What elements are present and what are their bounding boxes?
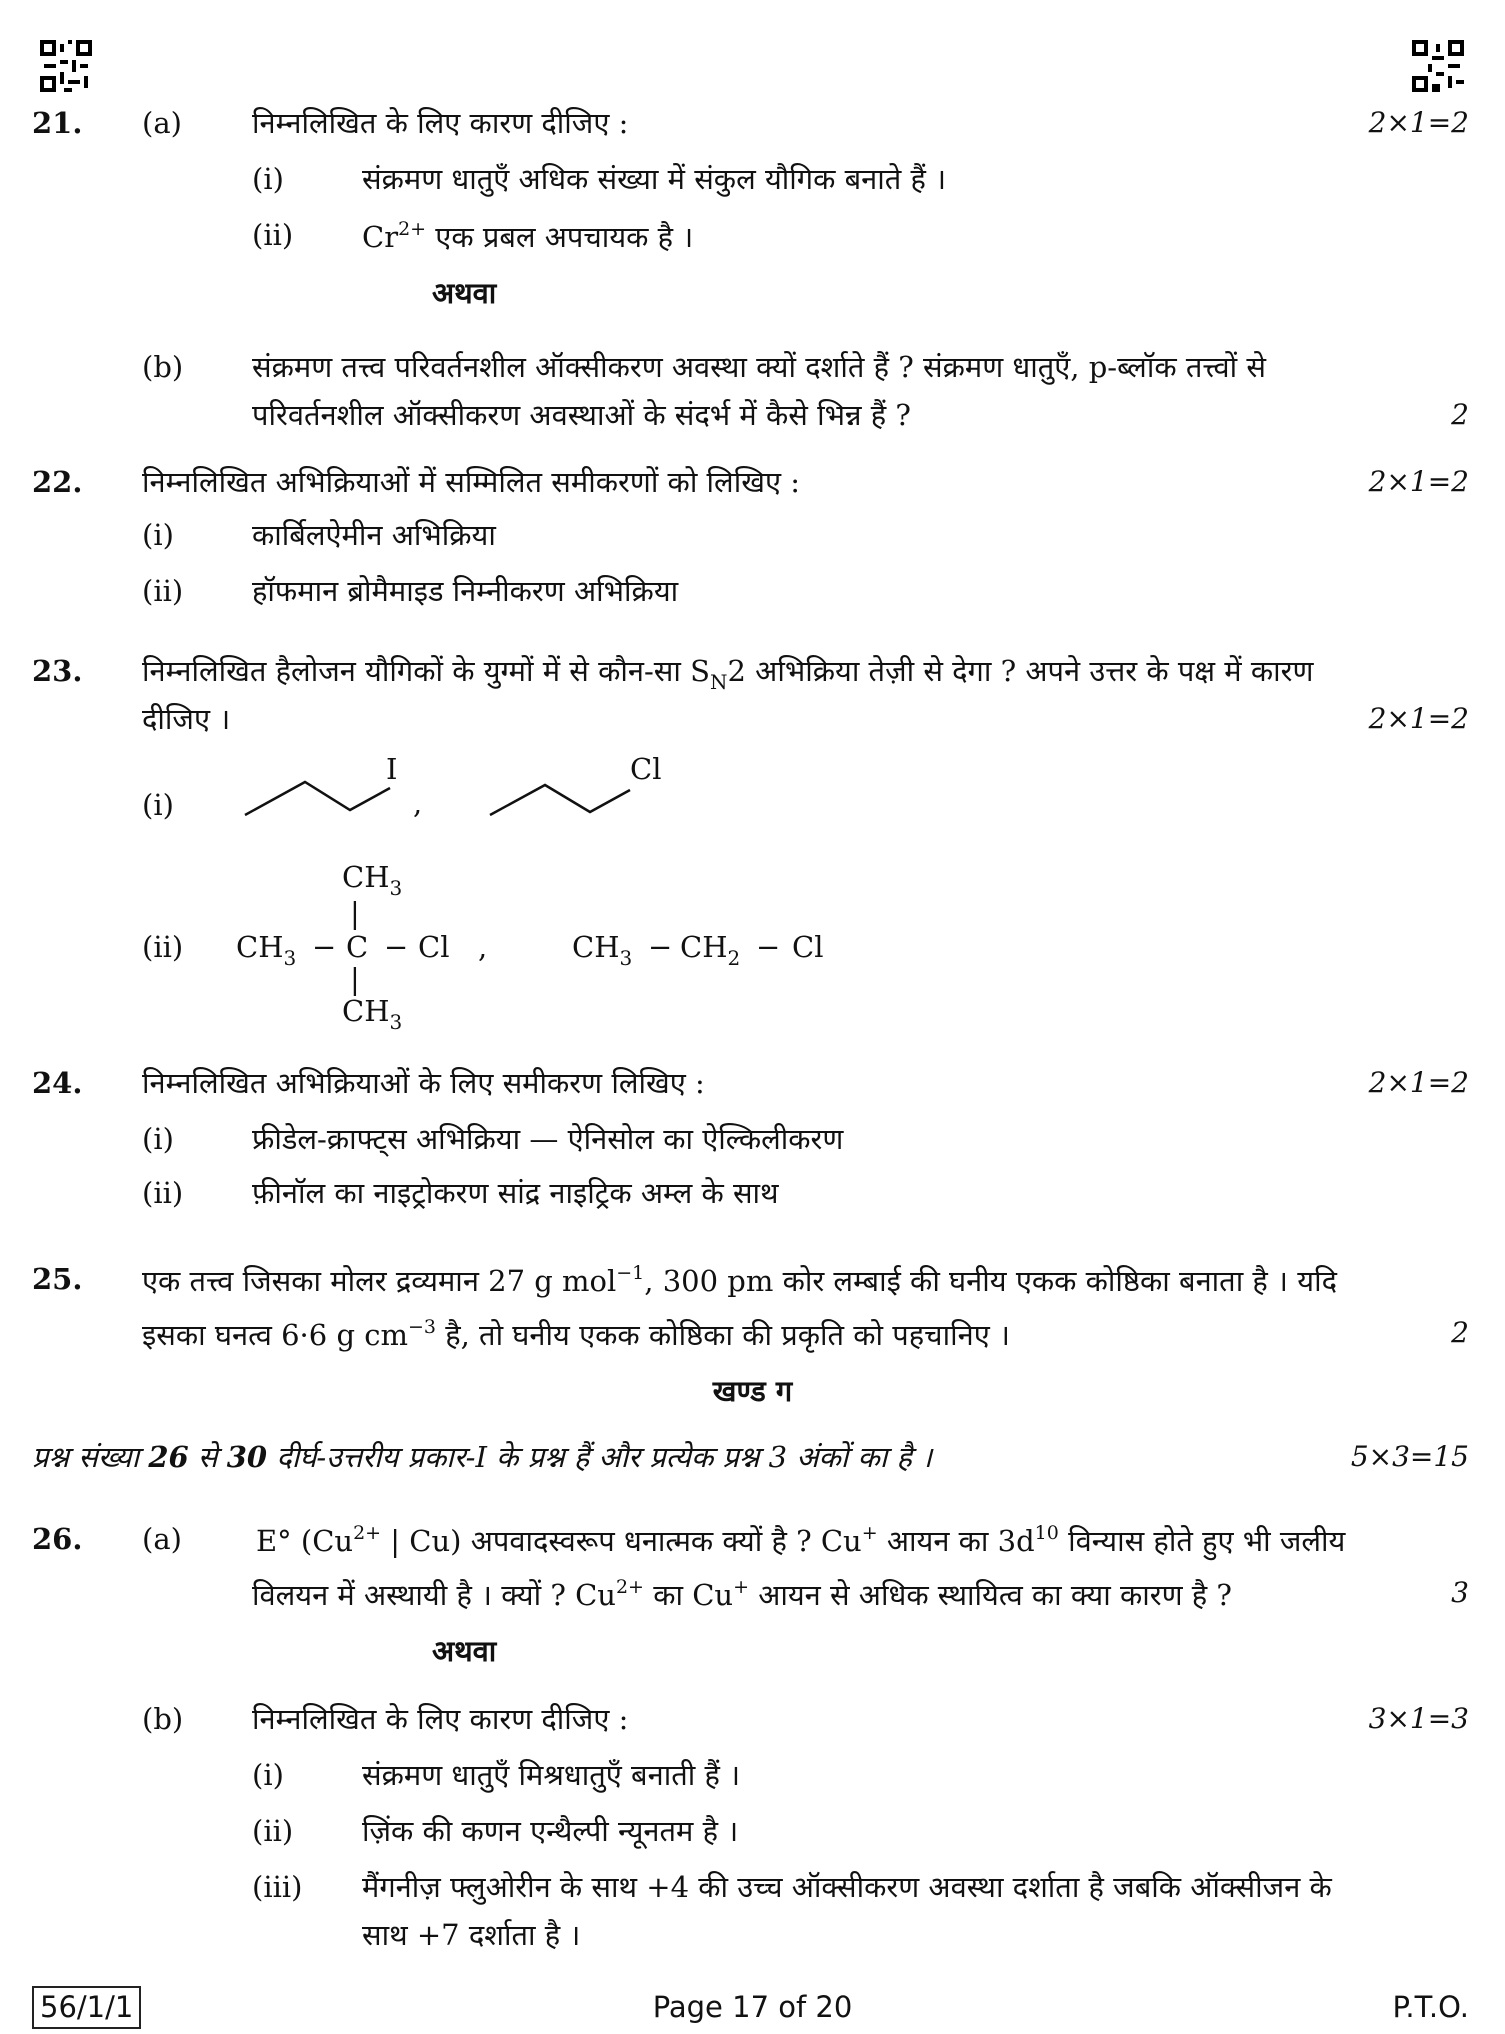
sub-question-text: $Cr^{2+}$ एक प्रबल अपचायक है ।: [362, 218, 694, 254]
central-carbon: C: [346, 930, 369, 964]
comma: ,: [413, 786, 423, 820]
question-number: 24.: [32, 1066, 83, 1100]
methylene-group: $CH_2$: [680, 930, 741, 970]
sub-question-text: संक्रमण धातुएँ अधिक संख्या में संकुल यौगिक बनाते हैं ।: [362, 162, 947, 196]
or-divider: अथवा: [432, 1634, 497, 1668]
sub-label: (iii): [252, 1870, 303, 1904]
sub-label: (ii): [142, 930, 184, 964]
methyl-group: $CH_3$: [572, 930, 633, 970]
marks-label: 2×1=2: [1368, 465, 1469, 498]
iodine-atom: I: [386, 752, 398, 786]
marks-label: 2: [1451, 1316, 1469, 1349]
sub-label: (i): [252, 162, 284, 196]
sub-label: (ii): [142, 1176, 184, 1210]
part-label: (a): [142, 106, 182, 140]
chlorine-atom: Cl: [630, 752, 662, 786]
methyl-group-top: $CH_3$: [342, 860, 403, 900]
question-number: 26.: [32, 1522, 83, 1556]
question-number: 22.: [32, 465, 83, 499]
question-text-line: विलयन में अस्थायी है । क्यों ? $Cu^{2+}$ का Cu+ आयन से अधिक स्थायित्व का क्या कारण है ?: [252, 1576, 1232, 1612]
sub-question-text: मैंगनीज़ फ्लुओरीन के साथ +4 की उच्च ऑक्सीकरण अवस्था दर्शाता है जबकि ऑक्सीजन के: [362, 1870, 1332, 1904]
propyl-iodide-chain: [245, 782, 390, 815]
bond-dash: −: [756, 930, 781, 964]
paper-code: 56/1/1: [32, 1986, 141, 2029]
question-number: 23.: [32, 654, 83, 688]
sub-label: (i): [142, 788, 174, 822]
qr-code-right-icon: [1412, 40, 1464, 92]
part-label: (a): [142, 1522, 182, 1556]
marks-label: 2×1=2: [1368, 1066, 1469, 1099]
marks-label: 3×1=3: [1368, 1702, 1469, 1735]
bond-dash: −: [648, 930, 673, 964]
sub-label: (i): [142, 518, 174, 552]
chlorine-atom: Cl: [792, 930, 824, 964]
methyl-group-left: $CH_3$: [236, 930, 297, 970]
question-text-line: निम्नलिखित हैलोजन यौगिकों के युग्मों में से कौन-सा $S_N2$ अभिक्रिया तेज़ी से देगा ? अपने उत्तर के पक्ष में कारण: [142, 654, 1314, 694]
sub-label: (ii): [142, 574, 184, 608]
marks-label: 5×3=15: [1350, 1440, 1469, 1473]
bond-vertical: |: [350, 962, 360, 996]
sub-question-text: फ्रीडेल-क्राफ्ट्स अभिक्रिया — ऐनिसोल का ऐल्किलीकरण: [252, 1122, 844, 1156]
question-text-line: दीजिए ।: [142, 702, 231, 736]
bond-vertical: |: [350, 896, 360, 930]
section-title: खण्ड ग: [712, 1374, 793, 1408]
question-text-line: एक तत्त्व जिसका मोलर द्रव्यमान 27 g mol$^{-1}$, 300 pm कोर लम्बाई की घनीय एकक कोष्ठिका बनाता है । यदि: [142, 1262, 1337, 1298]
question-prompt: निम्नलिखित के लिए कारण दीजिए :: [252, 106, 629, 140]
qr-code-left-icon: [40, 40, 92, 92]
skeletal-structures: [240, 770, 660, 830]
bond-dash: −: [384, 930, 409, 964]
marks-label: 3: [1451, 1576, 1469, 1609]
sub-question-text: संक्रमण धातुएँ मिश्रधातुएँ बनाती हैं ।: [362, 1758, 741, 1792]
section-instructions: प्रश्न संख्या 26 से 30 दीर्घ-उत्तरीय प्रकार-I के प्रश्न हैं और प्रत्येक प्रश्न 3 अंकों का है ।: [32, 1440, 933, 1474]
question-number: 21.: [32, 106, 83, 140]
question-text-line: परिवर्तनशील ऑक्सीकरण अवस्थाओं के संदर्भ में कैसे भिन्न हैं ?: [252, 398, 911, 432]
propyl-chloride-chain: [490, 785, 630, 815]
question-number: 25.: [32, 1262, 83, 1296]
question-prompt: निम्नलिखित अभिक्रियाओं के लिए समीकरण लिखिए :: [142, 1066, 705, 1100]
sub-label: (i): [142, 1122, 174, 1156]
part-label: (b): [142, 350, 184, 384]
question-text-line: E° ($Cu^{2+}$ | Cu) अपवादस्वरूप धनात्मक क्यों है ? Cu+ आयन का $3d^{10}$ विन्यास होते हुए भी जलीय: [256, 1522, 1346, 1558]
sub-question-text: हॉफमान ब्रोमैमाइड निम्नीकरण अभिक्रिया: [252, 574, 679, 608]
sub-label: (ii): [252, 1814, 294, 1848]
or-divider: अथवा: [432, 276, 497, 310]
sub-question-text: ज़िंक की कणन एन्थैल्पी न्यूनतम है ।: [362, 1814, 739, 1848]
sub-question-text: फ़ीनॉल का नाइट्रोकरण सांद्र नाइट्रिक अम्ल के साथ: [252, 1176, 779, 1210]
question-text-line: इसका घनत्व 6·6 g $cm^{-3}$ है, तो घनीय एकक कोष्ठिका की प्रकृति को पहचानिए ।: [142, 1316, 1010, 1352]
pto-label: P.T.O.: [1392, 1990, 1469, 2024]
sub-label: (i): [252, 1758, 284, 1792]
chlorine-atom: Cl: [418, 930, 450, 964]
sub-label: (ii): [252, 218, 294, 252]
comma: ,: [478, 930, 488, 964]
sub-question-text: कार्बिलऐमीन अभिक्रिया: [252, 518, 496, 552]
page-number: Page 17 of 20: [652, 1990, 853, 2024]
sub-question-text: साथ +7 दर्शाता है ।: [362, 1918, 581, 1952]
question-prompt: निम्नलिखित के लिए कारण दीजिए :: [252, 1702, 629, 1736]
bond-dash: −: [312, 930, 337, 964]
marks-label: 2: [1451, 398, 1469, 431]
question-text-line: संक्रमण तत्त्व परिवर्तनशील ऑक्सीकरण अवस्था क्यों दर्शाते हैं ? संक्रमण धातुएँ, p-ब्लॉक तत्त्वों से: [252, 350, 1266, 384]
part-label: (b): [142, 1702, 184, 1736]
marks-label: 2×1=2: [1368, 106, 1469, 139]
question-prompt: निम्नलिखित अभिक्रियाओं में सम्मिलित समीकरणों को लिखिए :: [142, 465, 800, 499]
methyl-group-bottom: $CH_3$: [342, 994, 403, 1034]
marks-label: 2×1=2: [1368, 702, 1469, 735]
